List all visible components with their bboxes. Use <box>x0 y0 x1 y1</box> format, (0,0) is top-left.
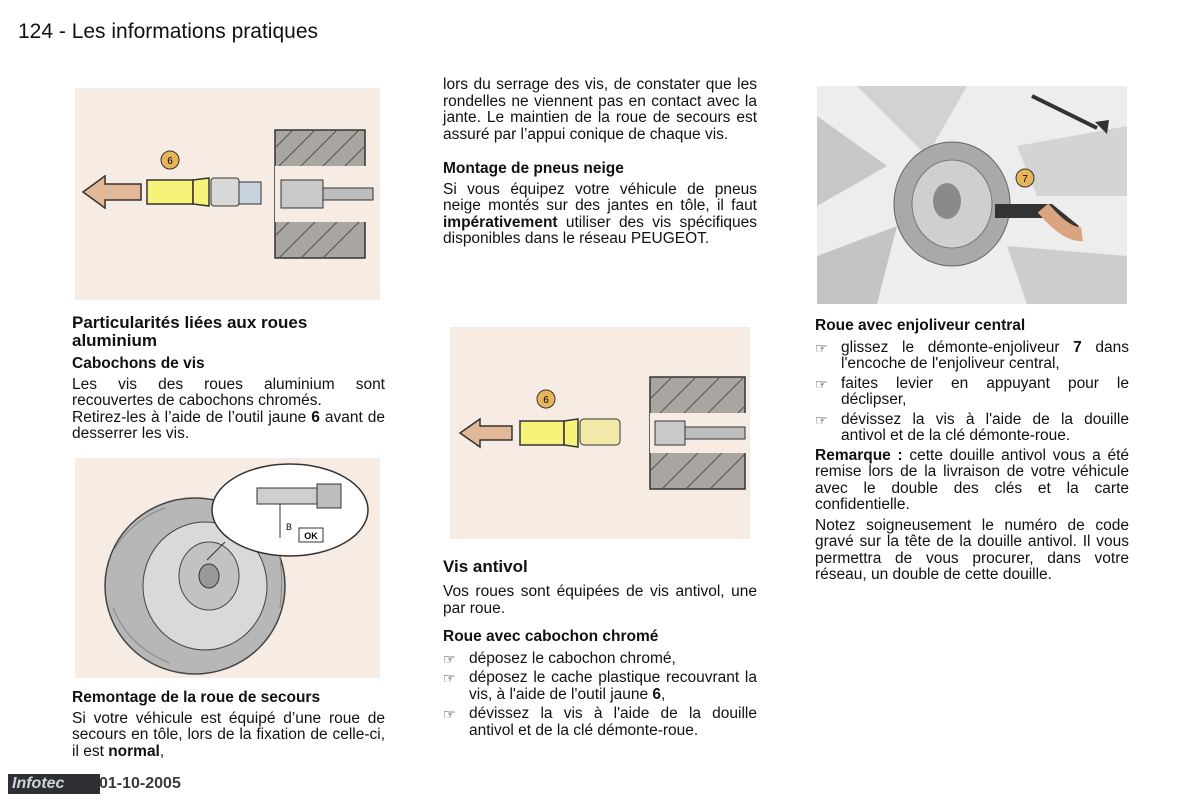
hand-pointer-icon: ☞ <box>443 670 456 686</box>
spare-wheel-illustration <box>75 458 380 678</box>
ok-badge: OK <box>304 531 318 541</box>
list-item: ☞ faites levier en appuyant pour le déclipser, <box>815 374 1129 408</box>
hand-pointer-icon: ☞ <box>443 650 456 667</box>
neige-title: Montage de pneus neige <box>443 160 624 177</box>
list-item: ☞ glissez le démonte-enjoliveur 7 dans l'encoche de l'enjoliveur central, <box>815 338 1129 372</box>
cabochons-paragraph-1: Les vis des roues aluminium sont recouvertes de cabochons chromés. <box>72 375 385 409</box>
remarque-paragraph: Remarque : cette douille antivol vous a été remise lors de la livraison de votre véhicule avec le double des clés et la carte confidentielle. <box>815 446 1129 513</box>
middle-column-bottom <box>443 558 757 742</box>
infotec-logo: Infotec <box>8 774 100 794</box>
central-cap-title: Roue avec enjoliveur central <box>815 317 1026 334</box>
center-cap-drawing <box>817 86 1127 304</box>
hand-pointer-icon: ☞ <box>815 411 828 428</box>
left-column-bottom <box>72 690 385 760</box>
central-cap-steps <box>815 340 1129 445</box>
middle-column-top <box>443 77 757 248</box>
notez-paragraph: Notez soigneusement le numéro de code gravé sur la tête de la douille antivol. Il vous permettra de vous procurer, dans votre réseau, un double de cette douille. <box>815 516 1129 583</box>
tool-label-6-b: 6 <box>543 395 549 406</box>
hand-pointer-icon: ☞ <box>815 339 828 356</box>
wheel-badge-letter: B <box>285 522 293 532</box>
list-item: ☞ dévissez la vis à l'aide de la douille antivol et de la clé démonte-roue. <box>443 705 757 739</box>
cabochons-paragraph-2: Retirez-les à l’aide de l’outil jaune 6 avant de desserrer les vis. <box>72 408 385 442</box>
spare-wheel-drawing <box>75 458 380 678</box>
left-column <box>72 314 385 443</box>
plastic-cover-illustration <box>450 327 750 539</box>
hand-pointer-icon: ☞ <box>443 706 456 722</box>
hand-pointer-icon: ☞ <box>815 375 828 392</box>
neige-paragraph: Si vous équipez votre véhicule de pneus neige montés sur des jantes en tôle, il faut impérativement utiliser des vis spécifiques disponibles dans le réseau PEUGEOT. <box>443 180 757 247</box>
page-header: 124 - Les informations pratiques <box>18 20 318 43</box>
list-item: ☞ dévissez la vis à l'aide de la douille antivol et de la clé démonte-roue. <box>815 410 1129 444</box>
tool-label-7: 7 <box>1022 174 1028 185</box>
cabochons-title: Cabochons de vis <box>72 355 205 372</box>
antivol-title: Vis antivol <box>443 557 528 576</box>
cap-removal-drawing <box>75 88 380 300</box>
continued-paragraph: lors du serrage des vis, de constater que les rondelles ne viennent pas en contact avec la jante. Le maintien de la roue de secours est assuré par l’appui conique de chaque vis. <box>443 76 757 143</box>
right-column <box>815 318 1129 584</box>
chrome-cap-title: Roue avec cabochon chromé <box>443 628 659 645</box>
list-item: ☞ déposez le cache plastique recouvrant la vis, à l'aide de l'outil jaune 6, <box>443 669 757 703</box>
footer-date: 01-10-2005 <box>99 775 181 792</box>
chrome-cap-steps <box>443 651 757 740</box>
antivol-paragraph: Vos roues sont équipées de vis antivol, une par roue. <box>443 583 757 617</box>
remontage-title: Remontage de la roue de secours <box>72 689 321 706</box>
aluminium-section-title: Particularités liées aux roues aluminium <box>72 313 308 350</box>
plastic-cover-drawing <box>450 327 750 539</box>
tool-label-6: 6 <box>167 156 173 167</box>
list-item: ☞ déposez le cabochon chromé, <box>443 649 676 667</box>
center-cap-photo <box>817 86 1127 304</box>
remontage-paragraph: Si votre véhicule est équipé d’une roue de secours en tôle, lors de la fixation de celle-ci, il est normal, <box>72 709 385 760</box>
cap-removal-illustration <box>75 88 380 300</box>
